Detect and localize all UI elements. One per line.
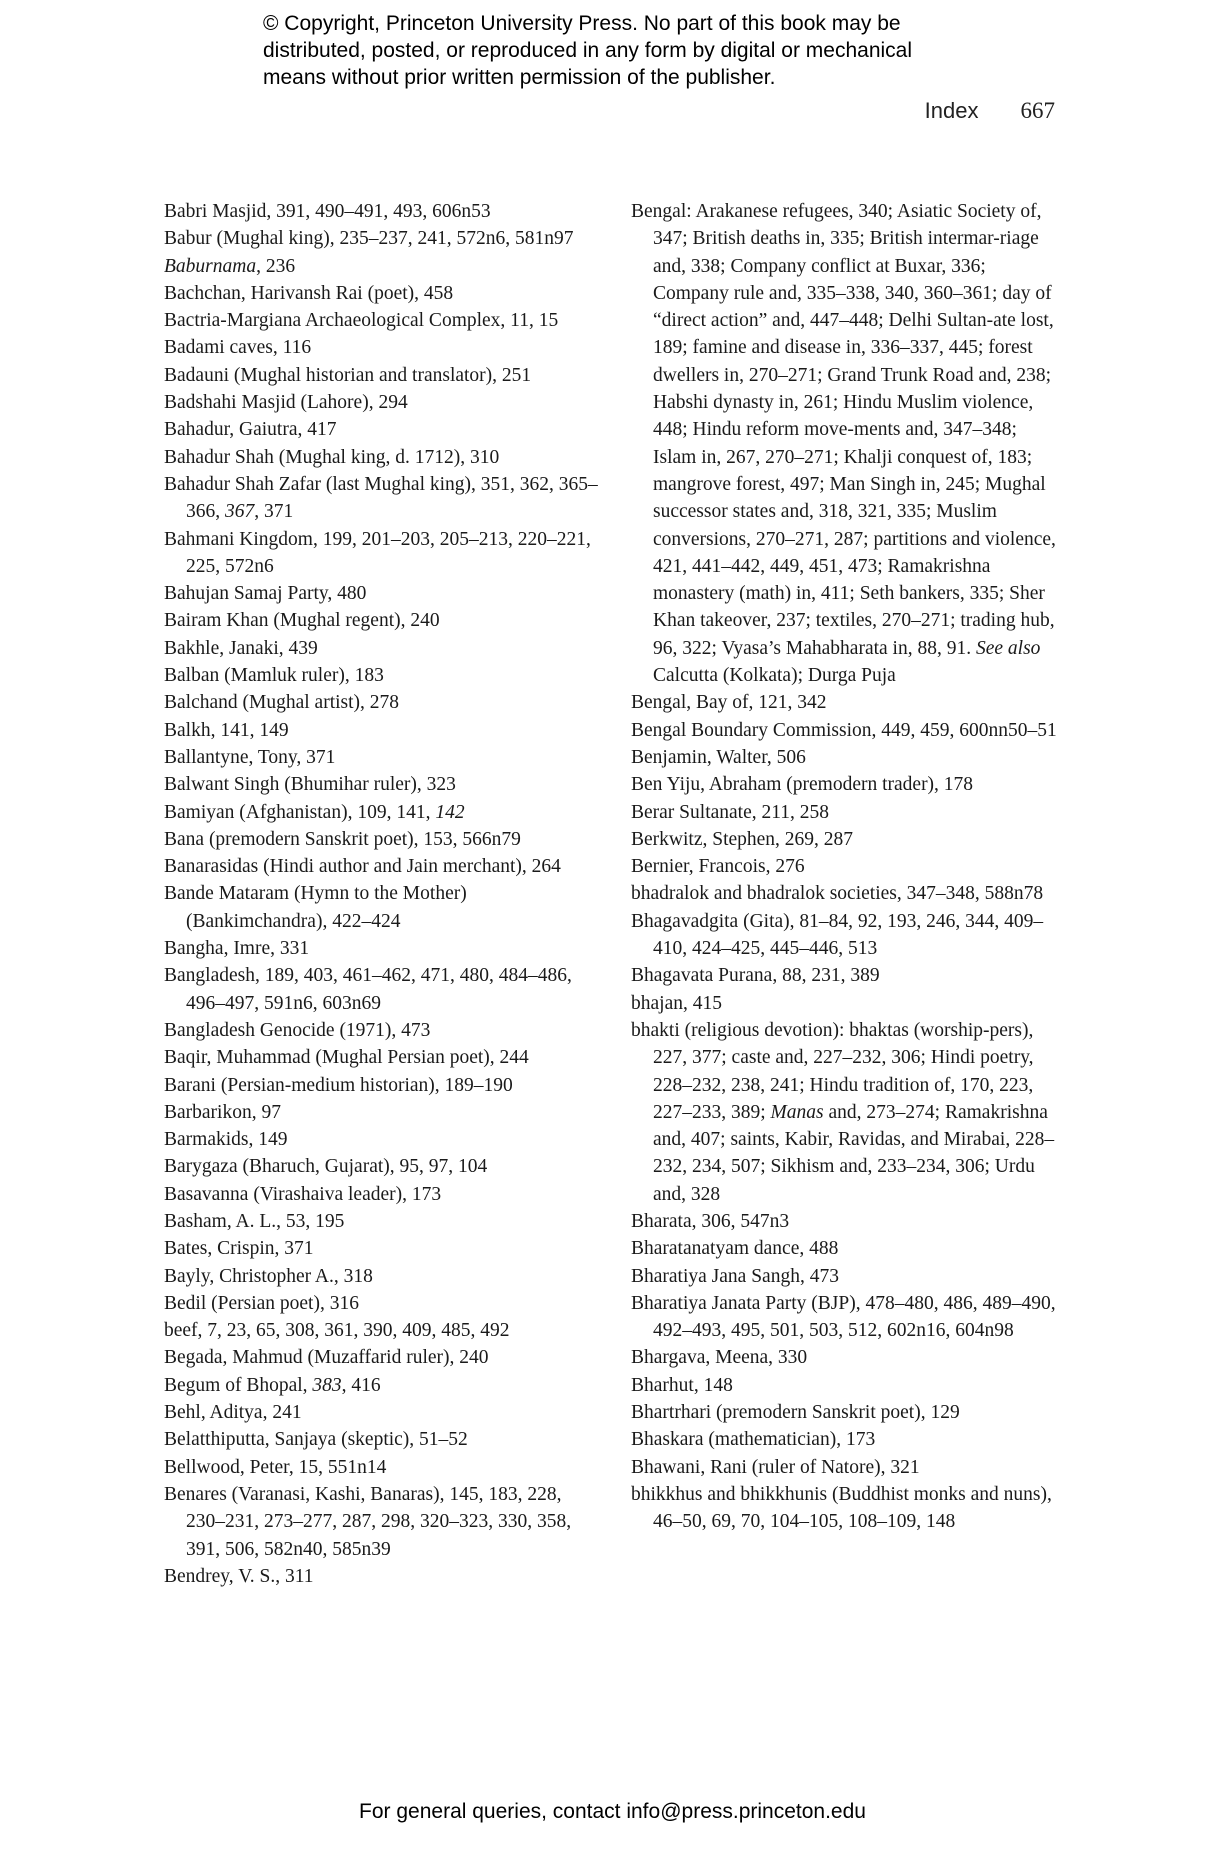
index-entry: [164, 635, 599, 662]
index-entry: [631, 1426, 1061, 1453]
index-entry: [164, 1563, 599, 1590]
index-entry: [631, 826, 1061, 853]
copyright-line-2: distributed, posted, or reproduced in any form by digital or mechanical: [263, 39, 913, 62]
entry-text: Babri Masjid, 391, 490–491, 493, 606n53: [164, 201, 491, 222]
entry-text: Bhartrhari (premodern Sanskrit poet), 129: [631, 1402, 960, 1424]
entry-text: Barygaza (Bharuch, Gujarat), 95, 97, 104: [164, 1156, 488, 1178]
entry-text: Bharatanatyam dance, 488: [631, 1238, 839, 1260]
index-entry: [631, 1481, 1061, 1536]
entry-text: Bharatiya Jana Sangh, 473: [631, 1265, 839, 1287]
index-entry: [631, 1344, 1061, 1371]
index-entry: [631, 799, 1061, 826]
index-entry: [631, 853, 1061, 880]
index-entry: [164, 416, 599, 443]
entry-italic: 142: [435, 801, 465, 823]
index-entry: [164, 607, 599, 634]
index-entry: [164, 1290, 599, 1317]
entry-text: Balchand (Mughal artist), 278: [164, 692, 400, 714]
entry-text: Bachchan, Harivansh Rai (poet), 458: [164, 282, 454, 304]
index-entry: [164, 799, 599, 826]
index-entry: [164, 1426, 599, 1453]
entry-text: Banarasidas (Hindi author and Jain merchant), 264: [164, 856, 561, 878]
index-entry: [164, 1126, 599, 1153]
running-head: [925, 98, 1055, 124]
entry-text: Bhaskara (mathematician), 173: [631, 1429, 876, 1451]
entry-text: , 371: [254, 501, 294, 523]
page-number: 667: [1020, 98, 1055, 123]
entry-text: Bamiyan (Afghanistan), 109, 141,: [164, 801, 436, 823]
entry-text: Bhagavadgita (Gita), 81–84, 92, 193, 246, 344, 409–410, 424–425, 445–446, 513: [631, 910, 1044, 960]
entry-text: Bana (premodern Sanskrit poet), 153, 566n79: [164, 828, 521, 850]
entry-text: Bharhut, 148: [631, 1374, 733, 1396]
entry-text: Bhawani, Rani (ruler of Natore), 321: [631, 1456, 920, 1478]
index-entry: [164, 1153, 599, 1180]
index-entry: [164, 253, 599, 280]
section-title: Index: [924, 98, 979, 123]
index-entry: [164, 1263, 599, 1290]
entry-text: and, 273–274; Ramakrishna and, 407; saints, Kabir, Ravidas, and Mirabai, 228–232, 234, 507; Sikhism and, 233–234, 306; Urdu and, 328: [653, 1101, 1055, 1205]
entry-text: Bengal Boundary Commission, 449, 459, 600nn50–51: [631, 719, 1057, 741]
entry-text: Bangladesh, 189, 403, 461–462, 471, 480, 484–486, 496–497, 591n6, 603n69: [164, 965, 572, 1014]
entry-text: Basham, A. L., 53, 195: [164, 1210, 345, 1232]
entry-text: Bhagavata Purana, 88, 231, 389: [631, 965, 880, 987]
entry-text: Badshahi Masjid (Lahore), 294: [164, 392, 408, 414]
index-entry: [164, 334, 599, 361]
entry-text: Babur (Mughal king), 235–237, 241, 572n6, 581n97: [164, 228, 574, 250]
entry-text: bhikkhus and bhikkhunis (Buddhist monks and nuns), 46–50, 69, 70, 104–105, 108–109, 148: [631, 1483, 1052, 1533]
entry-text: Bharatiya Janata Party (BJP), 478–480, 486, 489–490, 492–493, 495, 501, 503, 512, 602n16, 604n98: [631, 1292, 1056, 1342]
index-entry: [164, 307, 599, 334]
entry-text: bhajan, 415: [631, 992, 722, 1014]
index-entry: [164, 1099, 599, 1126]
index-entry: [631, 990, 1061, 1017]
index-entry: [164, 444, 599, 471]
entry-text: Barani (Persian-medium historian), 189–190: [164, 1074, 513, 1096]
entry-text: Bahadur Shah Zafar (last Mughal king), 351, 362, 365–366,: [164, 473, 598, 523]
entry-text: Begada, Mahmud (Muzaffarid ruler), 240: [164, 1347, 489, 1369]
index-entry: [631, 771, 1061, 798]
index-entry: [631, 908, 1061, 963]
entry-text: , 236: [256, 255, 296, 277]
entry-text: Belatthiputta, Sanjaya (skeptic), 51–52: [164, 1429, 468, 1451]
index-entry: [164, 1399, 599, 1426]
entry-text: Begum of Bhopal,: [164, 1374, 313, 1396]
copyright-line-3: means without prior written permission of the publisher.: [263, 66, 776, 89]
entry-italic: 367: [225, 501, 255, 523]
index-entry: [631, 198, 1061, 689]
index-entry: [164, 389, 599, 416]
index-entry: [164, 1372, 599, 1399]
entry-text: Bates, Crispin, 371: [164, 1238, 314, 1260]
entry-text: Badauni (Mughal historian and translator), 251: [164, 364, 532, 386]
index-entry: [164, 853, 599, 880]
index-entry: [631, 717, 1061, 744]
entry-italic: See also: [975, 637, 1041, 659]
index-entry: [164, 880, 599, 935]
copyright-line-1: © Copyright, Princeton University Press. No part of this book may be: [263, 12, 901, 35]
entry-text: Bahadur, Gaiutra, 417: [164, 419, 337, 441]
index-entry: [631, 1017, 1061, 1208]
entry-text: Calcutta (Kolkata); Durga Puja: [653, 665, 896, 687]
entry-text: Bernier, Francois, 276: [631, 856, 805, 878]
index-entry: [164, 744, 599, 771]
index-entry: [164, 198, 599, 225]
index-entry: [164, 771, 599, 798]
index-entry: [164, 580, 599, 607]
index-entry: [164, 935, 599, 962]
entry-text: Bayly, Christopher A., 318: [164, 1265, 373, 1287]
index-entry: [631, 1235, 1061, 1262]
entry-text: Bhargava, Meena, 330: [631, 1347, 808, 1369]
index-entry: [164, 1454, 599, 1481]
entry-text: bhadralok and bhadralok societies, 347–348, 588n78: [631, 883, 1044, 905]
entry-text: Bengal: Arakanese refugees, 340; Asiatic Society of, 347; British deaths in, 335; British intermar-riage and, 338; Company conflict at Buxar, 336; Company rule and, 335–338, 340, 360–361; day of “direct action” and, 447–448; Delhi Sultan-ate lost, 189; famine and disease in, 336–337, 445; forest dwellers in, 270–271; Grand Trunk Road and, 238; Habshi dynasty in, 261; Hindu Muslim violence, 448; Hindu reform move-ments and, 347–348; Islam in, 267, 270–271; Khalji conquest of, 183; mangrove forest, 497; Man Singh in, 245; Mughal successor states and, 318, 321, 335; Muslim conversions, 270–271, 287; partitions and violence, 421, 441–442, 449, 451, 473; Ramakrishna monastery (math) in, 411; Seth bankers, 335; Sher Khan takeover, 237; textiles, 270–271; trading hub, 96, 322; Vyasa’s Mahabharata in, 88, 91.: [631, 201, 1056, 659]
index-entry: [631, 962, 1061, 989]
index-entry: [631, 1208, 1061, 1235]
index-entry: [164, 662, 599, 689]
index-entry: [631, 744, 1061, 771]
index-entry: [164, 526, 599, 581]
index-entry: [631, 880, 1061, 907]
index-column-right: [631, 198, 1061, 1536]
entry-text: Bangladesh Genocide (1971), 473: [164, 1019, 431, 1041]
entry-text: Basavanna (Virashaiva leader), 173: [164, 1183, 442, 1205]
index-entry: [164, 1017, 599, 1044]
entry-text: Bedil (Persian poet), 316: [164, 1292, 359, 1314]
entry-text: Balwant Singh (Bhumihar ruler), 323: [164, 774, 456, 796]
entry-text: Bellwood, Peter, 15, 551n14: [164, 1456, 387, 1478]
entry-text: Balban (Mamluk ruler), 183: [164, 665, 384, 687]
index-entry: [631, 1290, 1061, 1345]
entry-text: , 416: [341, 1374, 381, 1396]
entry-text: Ballantyne, Tony, 371: [164, 746, 336, 768]
entry-text: Bangha, Imre, 331: [164, 938, 310, 960]
entry-text: Badami caves, 116: [164, 337, 312, 359]
index-entry: [164, 1481, 599, 1563]
entry-text: Bengal, Bay of, 121, 342: [631, 692, 827, 714]
footer-contact: For general queries, contact info@press.princeton.edu: [359, 1800, 866, 1823]
index-entry: [164, 1181, 599, 1208]
entry-text: Berkwitz, Stephen, 269, 287: [631, 828, 854, 850]
index-entry: [164, 1235, 599, 1262]
entry-text: Balkh, 141, 149: [164, 719, 289, 741]
index-entry: [164, 280, 599, 307]
index-entry: [631, 1372, 1061, 1399]
index-entry: [164, 471, 599, 526]
entry-italic: Baburnama: [164, 255, 257, 277]
entry-text: Berar Sultanate, 211, 258: [631, 801, 830, 823]
index-entry: [164, 826, 599, 853]
entry-text: Barbarikon, 97: [164, 1101, 281, 1123]
entry-text: Bairam Khan (Mughal regent), 240: [164, 610, 440, 632]
index-entry: [164, 1344, 599, 1371]
entry-text: Bendrey, V. S., 311: [164, 1565, 314, 1587]
index-entry: [164, 1072, 599, 1099]
index-entry: [164, 1044, 599, 1071]
entry-italic: 383: [312, 1374, 342, 1396]
entry-text: Bactria-Margiana Archaeological Complex, 11, 15: [164, 310, 559, 332]
index-entry: [631, 1263, 1061, 1290]
entry-text: Bakhle, Janaki, 439: [164, 637, 318, 659]
entry-text: Bahmani Kingdom, 199, 201–203, 205–213, 220–221, 225, 572n6: [164, 528, 591, 577]
index-entry: [164, 962, 599, 1017]
entry-text: Bahadur Shah (Mughal king, d. 1712), 310: [164, 446, 500, 468]
entry-text: Bande Mataram (Hymn to the Mother) (Bankimchandra), 422–424: [164, 883, 467, 932]
index-entry: [631, 1399, 1061, 1426]
index-entry: [164, 717, 599, 744]
entry-italic: Manas: [770, 1101, 824, 1123]
entry-text: Benares (Varanasi, Kashi, Banaras), 145, 183, 228, 230–231, 273–277, 287, 298, 320–323, 330, 358, 391, 506, 582n40, 585n39: [164, 1483, 572, 1560]
index-entry: [631, 1454, 1061, 1481]
entry-text: Baqir, Muhammad (Mughal Persian poet), 244: [164, 1047, 529, 1069]
entry-text: Benjamin, Walter, 506: [631, 746, 806, 768]
entry-text: beef, 7, 23, 65, 308, 361, 390, 409, 485, 492: [164, 1320, 510, 1342]
entry-text: Bahujan Samaj Party, 480: [164, 583, 367, 605]
entry-text: Ben Yiju, Abraham (premodern trader), 178: [631, 774, 974, 796]
index-column-left: [164, 198, 599, 1590]
entry-text: bhakti (religious devotion): bhaktas (worship-pers), 227, 377; caste and, 227–232, 306; Hindi poetry, 228–232, 238, 241; Hindu tradition of, 170, 223, 227–233, 389;: [631, 1019, 1034, 1123]
entry-text: Bharata, 306, 547n3: [631, 1210, 790, 1232]
index-entry: [164, 1317, 599, 1344]
index-entry: [631, 689, 1061, 716]
index-entry: [164, 225, 599, 252]
copyright-notice: [263, 10, 1023, 91]
entry-text: Barmakids, 149: [164, 1129, 288, 1151]
index-entry: [164, 1208, 599, 1235]
index-entry: [164, 689, 599, 716]
entry-text: Behl, Aditya, 241: [164, 1402, 302, 1424]
index-entry: [164, 362, 599, 389]
